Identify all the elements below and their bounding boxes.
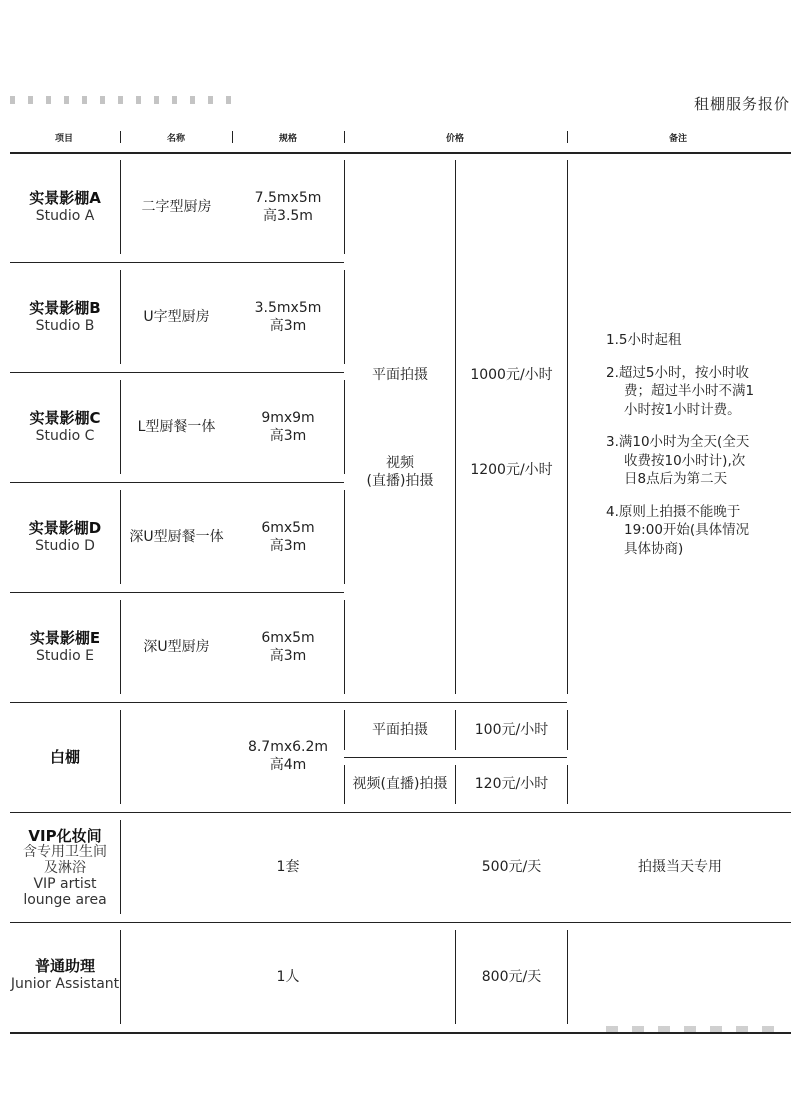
assistant-label: [10, 940, 120, 1010]
studio-subtitle: Studio B: [35, 318, 95, 334]
studio-title: 实景影棚B: [29, 299, 101, 317]
white-video-type: 视频(直播)拍摄: [352, 776, 448, 792]
note-item: 2.超过5小时，按小时收费；超过半小时不满1小时按1小时计费。: [606, 364, 755, 418]
bottom-rule: [10, 1032, 791, 1034]
spec-size: 9mx9m: [261, 410, 315, 426]
note-item: 1.5小时起租: [606, 332, 682, 348]
spec-size: 7.5mx5m: [254, 190, 322, 206]
spec-height: 高4m: [269, 757, 307, 773]
spec-height: 高3m: [269, 648, 307, 664]
spec-size: 6mx5m: [261, 520, 315, 536]
row-separator: [344, 757, 567, 758]
col-divider: [344, 490, 345, 584]
assistant-qty: 1人: [276, 969, 300, 985]
studio-subtitle: Studio D: [35, 538, 95, 554]
spec-height: 高3m: [269, 428, 307, 444]
studio-c-spec: [232, 372, 344, 482]
col-divider: [455, 160, 456, 694]
studio-c-label: [10, 372, 120, 482]
white-studio-label: [10, 702, 120, 812]
video-type-line: 视频: [386, 455, 414, 471]
studio-subtitle: Studio C: [35, 428, 95, 444]
studio-d-spec: [232, 482, 344, 592]
studio-title: 实景影棚C: [29, 409, 101, 427]
header-price: 价格: [445, 134, 465, 144]
vip-desc-line: 及淋浴: [44, 860, 86, 876]
spec-size: 6mx5m: [261, 630, 315, 646]
studio-e-label: [10, 592, 120, 702]
studio-a-label: [10, 152, 120, 262]
vip-desc-line: 含专用卫生间: [23, 844, 107, 860]
row-separator: [10, 922, 791, 923]
vip-title: VIP化妆间: [28, 827, 102, 845]
studio-b-name: U字型厨房: [143, 309, 210, 325]
studio-b-label: [10, 262, 120, 372]
studio-a-spec: [232, 152, 344, 262]
page-title: 租棚服务报价: [693, 95, 790, 113]
white-video-price: 120元/小时: [474, 776, 549, 792]
header-name: 名称: [166, 134, 186, 144]
note-item: 4.原则上拍摄不能晚于19:00开始(具体情况具体协商): [606, 503, 750, 557]
studio-title: 实景影棚D: [28, 519, 102, 537]
vip-note: 拍摄当天专用: [638, 859, 722, 875]
note-item: 3.满10小时为全天(全天收费按10小时计),次日8点后为第二天: [606, 434, 750, 487]
spec-height: 高3m: [269, 538, 307, 554]
col-divider: [567, 160, 568, 694]
header-item: 项目: [54, 134, 74, 144]
vip-price: 500元/天: [481, 859, 542, 875]
white-studio-spec: [232, 720, 344, 792]
studio-e-spec: [232, 592, 344, 702]
studio-photo-type: 平面拍摄: [372, 367, 428, 383]
vip-desc-line: lounge area: [23, 892, 107, 908]
studio-title: 实景影棚E: [29, 629, 101, 647]
col-divider: [120, 710, 121, 804]
spec-height: 高3m: [269, 318, 307, 334]
white-studio-title: 白棚: [49, 748, 80, 766]
white-photo-price: 100元/小时: [474, 722, 549, 738]
studio-subtitle: Studio E: [36, 648, 94, 664]
header-spec: 规格: [278, 134, 298, 144]
white-photo-type: 平面拍摄: [372, 722, 428, 738]
header-divider: [567, 131, 568, 143]
assistant-title: 普通助理: [34, 957, 95, 975]
spec-size: 3.5mx5m: [254, 300, 322, 316]
faded-header-decoration: [10, 96, 238, 104]
video-type-line: (直播)拍摄: [366, 473, 434, 489]
studio-d-label: [10, 482, 120, 592]
studio-a-name: 二字型厨房: [141, 199, 212, 215]
col-divider: [344, 600, 345, 694]
header-divider: [344, 131, 345, 143]
studio-d-name: 深U型厨餐一体: [129, 529, 224, 545]
col-divider: [120, 930, 121, 1024]
studio-b-spec: [232, 262, 344, 372]
studio-subtitle: Studio A: [35, 208, 95, 224]
assistant-price: 800元/天: [481, 969, 542, 985]
vip-qty: 1套: [276, 859, 300, 875]
header-notes: 备注: [668, 134, 688, 144]
studio-video-price: 1200元/小时: [470, 462, 553, 478]
header-divider: [232, 131, 233, 143]
col-divider: [344, 160, 345, 254]
studio-photo-price: 1000元/小时: [470, 367, 553, 383]
col-divider: [344, 270, 345, 364]
vip-desc-line: VIP artist: [33, 876, 97, 892]
header-divider: [120, 131, 121, 143]
studio-e-name: 深U型厨房: [143, 639, 210, 655]
assistant-subtitle: Junior Assistant: [10, 976, 120, 992]
spec-height: 高3.5m: [263, 208, 313, 224]
spec-size: 8.7mx6.2m: [247, 739, 329, 755]
vip-label: [10, 818, 120, 918]
studio-c-name: L型厨餐一体: [137, 419, 216, 435]
notes-list: [606, 331, 756, 572]
col-divider: [567, 930, 568, 1024]
col-divider: [567, 710, 568, 750]
studio-video-type: [345, 452, 455, 492]
col-divider: [120, 820, 121, 914]
studio-title: 实景影棚A: [29, 189, 101, 207]
row-separator: [10, 812, 791, 813]
col-divider: [567, 765, 568, 804]
